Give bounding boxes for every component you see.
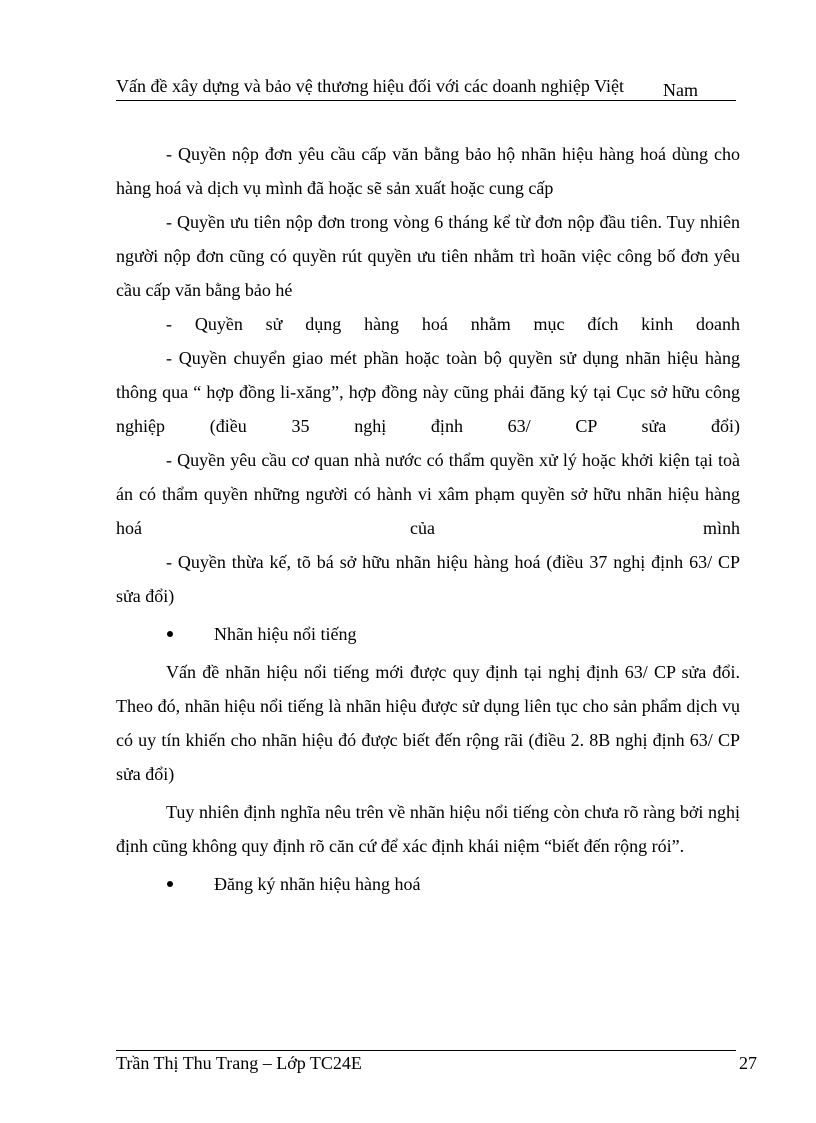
- paragraph-right-to-use: - Quyền sử dụng hàng hoá nhằm mục đích kinh doanh: [166, 314, 740, 334]
- paragraph-right-of-inheritance: - Quyền thừa kế, tõ bá sở hữu nhãn hiệu hàng hoá (điều 37 nghị định 63/ CP sửa đổi): [116, 552, 740, 606]
- paragraph-well-known-definition: Vấn đề nhãn hiệu nổi tiếng mới được quy định tại nghị định 63/ CP sửa đổi. Theo đó, nhãn hiệu nổi tiếng là nhãn hiệu được sử dụng liên tục cho sản phẩm dịch vụ có uy tín khiến cho nhãn hiệu đó được biết đến rộng rãi (điều 2. 8B nghị định 63/ CP sửa đổi): [116, 662, 740, 784]
- bullet-well-known-marks: [116, 617, 740, 651]
- header-title-end: Nam: [663, 80, 698, 100]
- bullet-label: Nhãn hiệu nổi tiếng: [214, 624, 357, 644]
- paragraph-right-to-transfer: - Quyền chuyển giao mét phần hoặc toàn bộ quyền sử dụng nhãn hiệu hàng thông qua “ hợp đồng li-xăng”, hợp đồng này cũng phải đăng ký tại Cục sở hữu công nghiệp (điều 35 nghị định 63/ CP sửa đổi): [116, 348, 740, 436]
- header-title: Vấn đề xây dựng và bảo vệ thương hiệu đối với các doanh nghiệp Việt: [116, 76, 625, 96]
- bullet-trademark-registration: [116, 867, 740, 901]
- footer-author: Trần Thị Thu Trang – Lớp TC24E: [116, 1053, 362, 1073]
- paragraph-right-to-file: - Quyền nộp đơn yêu cầu cấp văn bằng bảo hộ nhãn hiệu hàng hoá dùng cho hàng hoá và dịch vụ mình đã hoặc sẽ sản xuất hoặc cung cấp: [116, 144, 740, 198]
- paragraph-right-of-priority: - Quyền ưu tiên nộp đơn trong vòng 6 tháng kể từ đơn nộp đầu tiên. Tuy nhiên người nộp đơn cũng có quyền rút quyền ưu tiên nhằm trì hoãn việc công bố đơn yêu cầu cấp văn bằng bảo hé: [116, 212, 740, 300]
- bullet-label: Đăng ký nhãn hiệu hàng hoá: [214, 874, 421, 894]
- paragraph-right-to-enforce: - Quyền yêu cầu cơ quan nhà nước có thẩm quyền xử lý hoặc khởi kiện tại toà án có thẩm quyền những người có hành vi xâm phạm quyền sở hữu nhãn hiệu hàng hoá của mình: [116, 450, 740, 538]
- bullet-dot-icon: [167, 631, 173, 637]
- footer-divider: [116, 1050, 736, 1051]
- page-header: [116, 74, 736, 101]
- page-number: 27: [739, 1053, 757, 1073]
- paragraph-well-known-critique: Tuy nhiên định nghĩa nêu trên về nhãn hiệu nổi tiếng còn chưa rõ ràng bởi nghị định cũng không quy định rõ căn cứ để xác định khái niệm “biết đến rộng rói”.: [116, 802, 740, 856]
- page-content: [116, 137, 740, 901]
- bullet-dot-icon: [167, 881, 173, 887]
